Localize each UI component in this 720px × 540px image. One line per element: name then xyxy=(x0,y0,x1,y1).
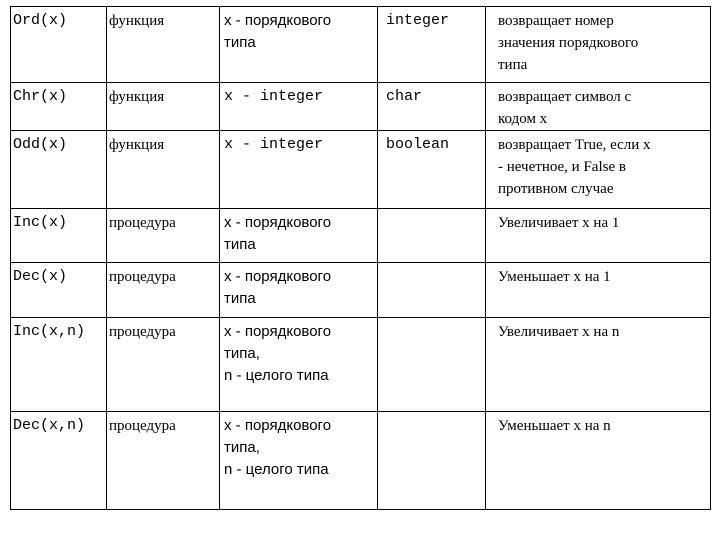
routine-name: Inc(x) xyxy=(11,209,107,263)
argument-line: n - целого типа xyxy=(224,461,329,478)
argument-line: типа xyxy=(224,236,256,253)
description-line: типа xyxy=(498,57,528,73)
argument-cell xyxy=(220,7,378,83)
table-row xyxy=(11,83,711,131)
argument-cell xyxy=(220,412,378,510)
argument-line: x - integer xyxy=(224,88,324,105)
routine-kind: процедура xyxy=(107,209,220,263)
table-row xyxy=(11,209,711,263)
description-cell xyxy=(486,318,711,412)
description-line: Уменьшает x на n xyxy=(498,418,611,434)
argument-cell xyxy=(220,209,378,263)
return-type: char xyxy=(378,83,486,131)
argument-cell xyxy=(220,83,378,131)
return-type: boolean xyxy=(378,131,486,209)
description-line: кодом x xyxy=(498,111,548,127)
argument-line: x - порядкового xyxy=(224,268,332,285)
argument-line: типа, xyxy=(224,345,260,362)
routine-kind: функция xyxy=(107,131,220,209)
return-type xyxy=(378,318,486,412)
description-line: противном случае xyxy=(498,181,614,197)
description-line: возвращает символ с xyxy=(498,89,632,105)
routine-name: Dec(x,n) xyxy=(11,412,107,510)
description-cell xyxy=(486,131,711,209)
table-row xyxy=(11,131,711,209)
routine-kind: функция xyxy=(107,7,220,83)
table-row xyxy=(11,7,711,83)
argument-line: x - порядкового xyxy=(224,323,332,340)
description-cell xyxy=(486,7,711,83)
return-type xyxy=(378,412,486,510)
argument-cell xyxy=(220,263,378,318)
description-cell xyxy=(486,209,711,263)
description-cell xyxy=(486,83,711,131)
description-line: возвращает номер xyxy=(498,13,614,29)
description-line: Уменьшает x на 1 xyxy=(498,269,611,285)
description-line: Увеличивает x на 1 xyxy=(498,215,620,231)
argument-line: типа xyxy=(224,290,256,307)
routine-name: Ord(x) xyxy=(11,7,107,83)
argument-line: x - порядкового xyxy=(224,214,332,231)
routine-name: Chr(x) xyxy=(11,83,107,131)
routine-name: Odd(x) xyxy=(11,131,107,209)
routine-name: Dec(x) xyxy=(11,263,107,318)
argument-cell xyxy=(220,318,378,412)
routine-kind: процедура xyxy=(107,263,220,318)
argument-line: x - integer xyxy=(224,136,324,153)
return-type xyxy=(378,263,486,318)
argument-line: x - порядкового xyxy=(224,417,332,434)
description-line: Увеличивает x на n xyxy=(498,324,620,340)
table-row xyxy=(11,412,711,510)
routine-kind: процедура xyxy=(107,412,220,510)
table-row xyxy=(11,318,711,412)
return-type: integer xyxy=(378,7,486,83)
description-cell xyxy=(486,263,711,318)
ordinal-routines-table xyxy=(10,6,711,510)
argument-line: типа, xyxy=(224,439,260,456)
return-type xyxy=(378,209,486,263)
routine-name: Inc(x,n) xyxy=(11,318,107,412)
description-cell xyxy=(486,412,711,510)
argument-cell xyxy=(220,131,378,209)
description-line: возвращает True, если x xyxy=(498,137,651,153)
description-line: значения порядкового xyxy=(498,35,639,51)
argument-line: типа xyxy=(224,34,256,51)
routine-kind: процедура xyxy=(107,318,220,412)
routine-kind: функция xyxy=(107,83,220,131)
argument-line: x - порядкового xyxy=(224,12,332,29)
argument-line: n - целого типа xyxy=(224,367,329,384)
table-body xyxy=(11,7,711,510)
table-row xyxy=(11,263,711,318)
description-line: - нечетное, и False в xyxy=(498,159,626,175)
